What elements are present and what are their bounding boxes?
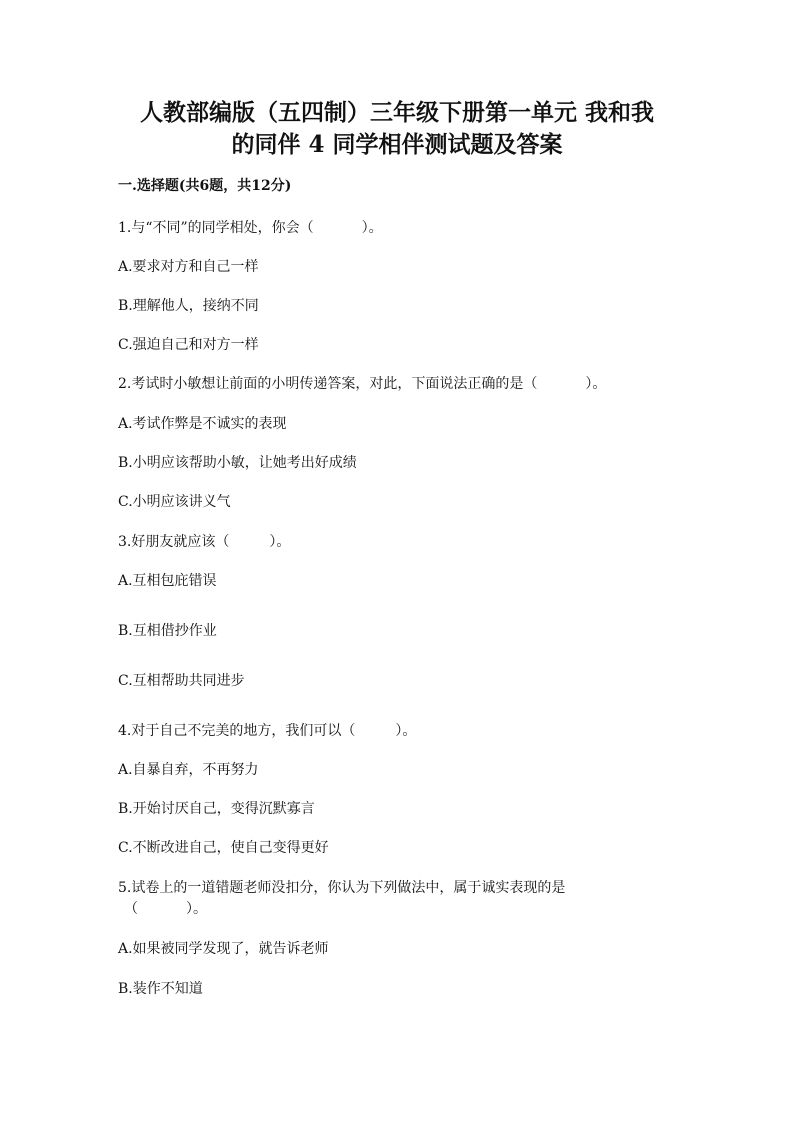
- question-5-option-a: A.如果被同学发现了，就告诉老师: [118, 941, 329, 957]
- question-3-option-b: B.互相借抄作业: [118, 623, 217, 639]
- question-1-option-a: A.要求对方和自己一样: [118, 259, 259, 275]
- question-1-option-c: C.强迫自己和对方一样: [118, 337, 259, 353]
- section-heading: 一.选择题(共6题，共12分): [118, 178, 292, 194]
- question-4-stem: 4.对于自己不完美的地方，我们可以（ ）。: [118, 723, 417, 739]
- question-2-option-c: C.小明应该讲义气: [118, 494, 231, 510]
- question-4-option-b: B.开始讨厌自己，变得沉默寡言: [118, 801, 315, 817]
- question-1-stem: 1.与“不同”的同学相处，你会（ ）。: [118, 220, 383, 236]
- question-2-stem: 2.考试时小敏想让前面的小明传递答案，对此，下面说法正确的是（ ）。: [118, 376, 607, 392]
- question-5-option-b: B.装作不知道: [118, 981, 203, 997]
- question-5-stem-continued: （ ）。: [124, 901, 207, 917]
- question-3-stem: 3.好朋友就应该（ ）。: [118, 534, 291, 550]
- question-2-option-a: A.考试作弊是不诚实的表现: [118, 416, 287, 432]
- question-2-option-b: B.小明应该帮助小敏，让她考出好成绩: [118, 455, 357, 471]
- document-title-line-1: 人教部编版（五四制）三年级下册第一单元 我和我: [139, 99, 654, 126]
- question-1-option-b: B.理解他人，接纳不同: [118, 298, 259, 314]
- question-5-stem: 5.试卷上的一道错题老师没扣分，你认为下列做法中，属于诚实表现的是: [118, 880, 566, 896]
- question-4-option-a: A.自暴自弃，不再努力: [118, 762, 259, 778]
- question-3-option-c: C.互相帮助共同进步: [118, 673, 245, 689]
- question-4-option-c: C.不断改进自己，使自己变得更好: [118, 840, 329, 856]
- document-title-line-2: 的同伴 4 同学相伴测试题及答案: [231, 131, 563, 158]
- question-3-option-a: A.互相包庇错误: [118, 573, 217, 589]
